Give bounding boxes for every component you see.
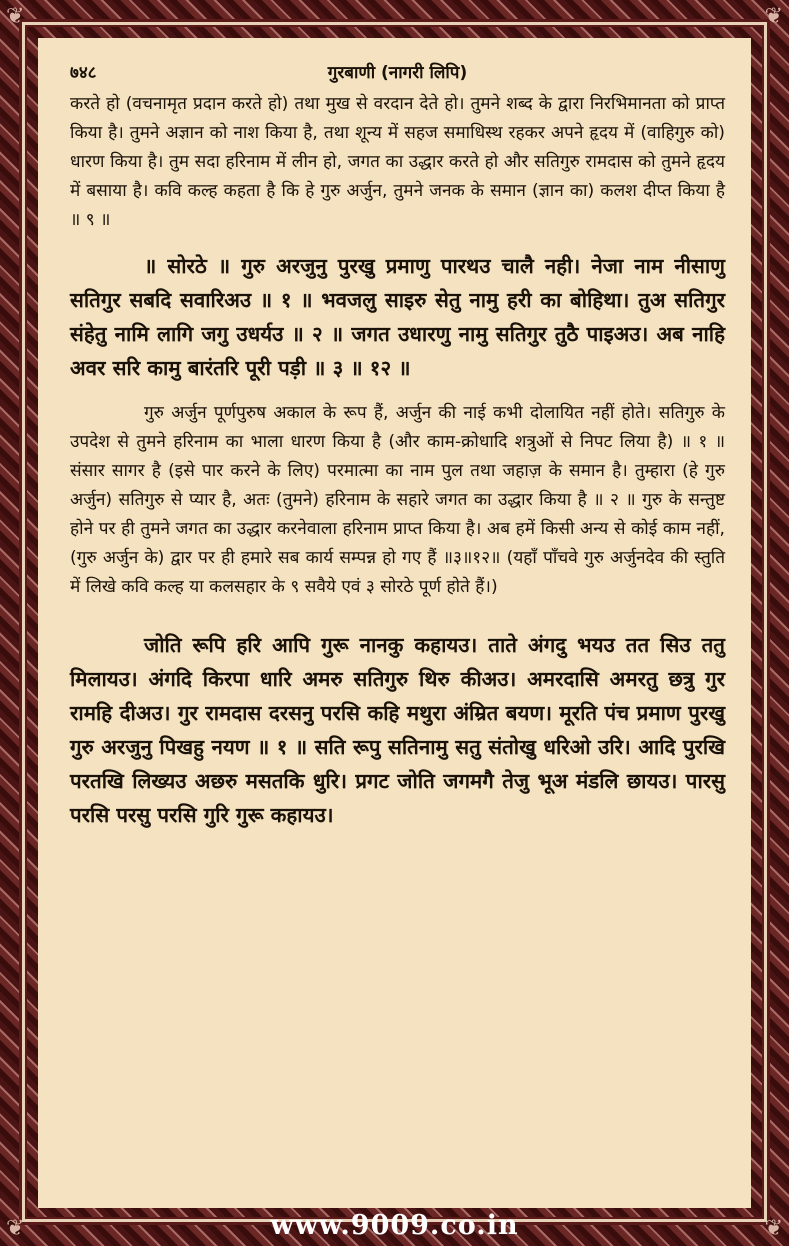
page-header	[70, 60, 725, 90]
verse-savaiye: जोति रूपि हरि आपि गुरू नानकु कहायउ। ताते अंगदु भयउ तत सिउ ततु मिलायउ। अंगदि किरपा धारि अमरु सतिगुरु थिरु कीअउ। अमरदासि अमरतु छत्रु गुर रामहि दीअउ। गुर रामदास दरसनु परसि कहि मथुरा अंम्रित बयण। मूरति पंच प्रमाण पुरखु गुरु अरजुनु पिखहु नयण ॥ १ ॥ सति रूपु सतिनामु सतु संतोखु धरिओ उरि। आदि पुरखि परतखि लिख्यउ अछरु मसतकि धुरि। प्रगट जोति जगमगै तेजु भूअ मंडलि छायउ। पारसु परसि परसु परसि गुरि गुरू कहायउ।	[70, 633, 725, 827]
corner-swirl-icon: ❦	[6, 4, 25, 29]
corner-swirl-icon: ❦	[764, 1216, 783, 1241]
page-title: गुरबाणी (नागरी लिपि)	[327, 63, 468, 83]
verse-sorthe: ॥ सोरठे ॥ गुरु अरजुनु पुरखु प्रमाणु पारथउ चालै नही। नेजा नाम नीसाणु सतिगुर सबदि सवारिअउ ॥ १ ॥ भवजलु साइरु सेतु नामु हरी का बोहिथा। तुअ सतिगुर संहेतु नामि लागि जगु उधर्यउ ॥ २ ॥ जगत उधारणु नामु सतिगुर तुठै पाइअउ। अब नाहि अवर सरि कामु बारंतरि पूरी पड़ी ॥ ३ ॥ १२ ॥	[70, 254, 725, 380]
page	[38, 38, 751, 1208]
commentary-paragraph-2: गुरु अर्जुन पूर्णपुरुष अकाल के रूप हैं, अर्जुन की नाई कभी दोलायित नहीं होते। सतिगुरु के उपदेश से तुमने हरिनाम का भाला धारण किया है (और काम-क्रोधादि शत्रुओं से निपट लिया है) ॥ १ ॥ संसार सागर है (इसे पार करने के लिए) परमात्मा का नाम पुल तथा जहाज़ के समान है। तुम्हारा (हे गुरु अर्जुन) सतिगुरु से प्यार है, अतः (तुमने) हरिनाम के सहारे जगत का उद्धार किया है ॥ २ ॥ गुरु के सन्तुष्ट होने पर ही तुमने जगत का उद्धार करनेवाला हरिनाम प्राप्त किया है। अब हमें किसी अन्य से कोई काम नहीं, (गुरु अर्जुन के) द्वार पर ही हमारे सब कार्य सम्पन्न हो गए हैं ॥३॥१२॥ (यहाँ पाँचवे गुरु अर्जुनदेव की स्तुति में लिखे कवि कल्ह या कलसहार के ९ सवैये एवं ३ सोरठे पूर्ण होते हैं।)	[70, 403, 725, 597]
corner-swirl-icon: ❦	[6, 1216, 25, 1241]
page-number: ७४८	[70, 63, 97, 83]
website-link[interactable]: www.9009.co.in	[270, 1210, 519, 1241]
commentary-paragraph-1: करते हो (वचनामृत प्रदान करते हो) तथा मुख से वरदान देते हो। तुमने शब्द के द्वारा निरभिमानता को प्राप्त किया है। तुमने अज्ञान को नाश किया है, तथा शून्य में सहज समाधिस्थ रहकर अपने हृदय में (वाहिगुरु को) धारण किया है। तुम सदा हरिनाम में लीन हो, जगत का उद्धार करते हो और सतिगुरु रामदास को तुमने हृदय में बसाया है। कवि कल्ह कहता है कि हे गुरु अर्जुन, तुमने जनक के समान (ज्ञान का) कलश दीप्त किया है ॥ ९ ॥	[70, 94, 725, 230]
corner-swirl-icon: ❦	[764, 4, 783, 29]
